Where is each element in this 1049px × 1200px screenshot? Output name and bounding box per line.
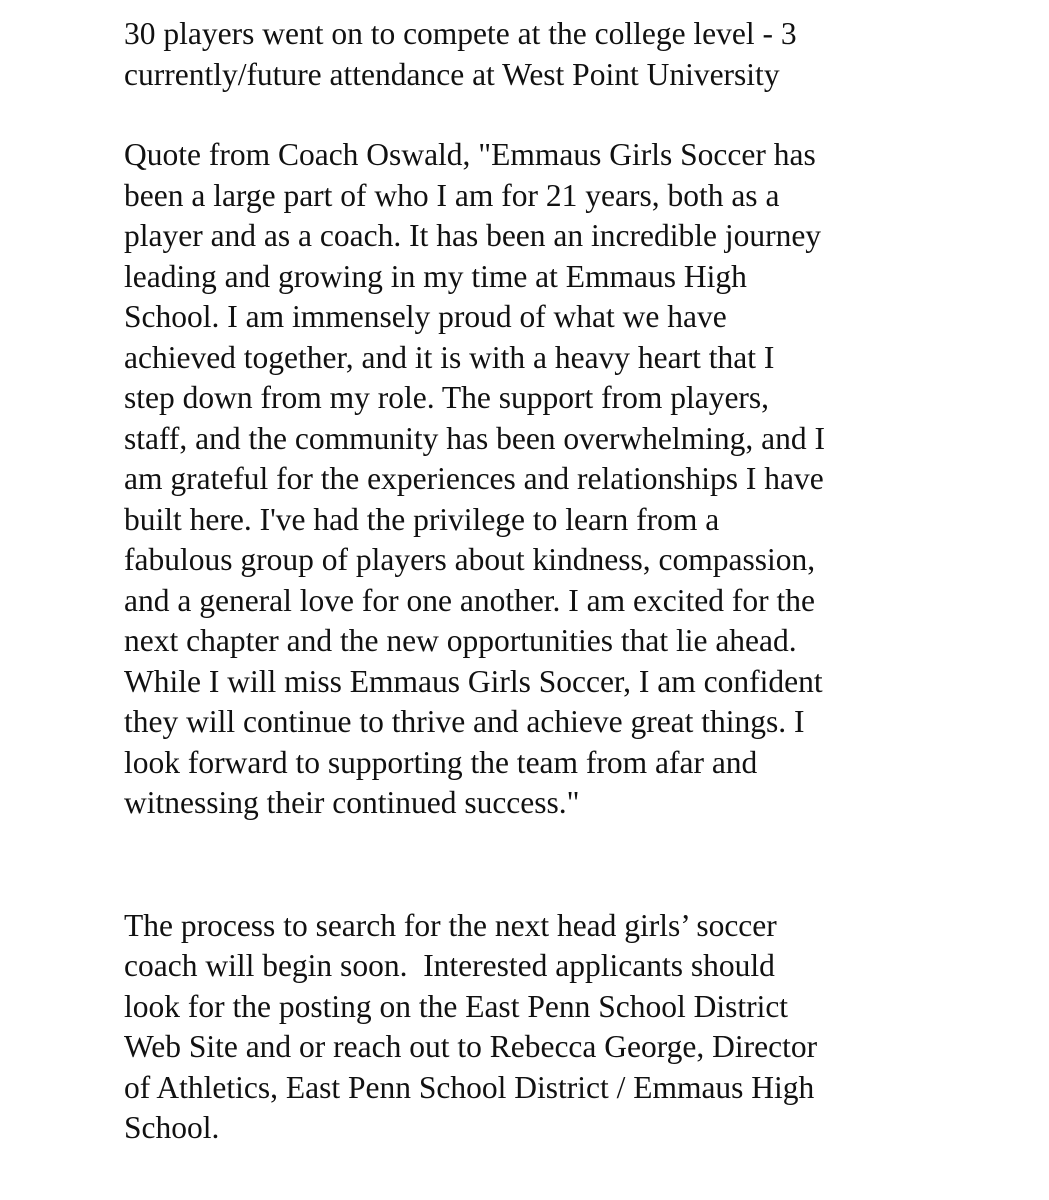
text-line: and a general love for one another. I am excited for the <box>124 582 815 618</box>
paragraph-spacer <box>124 824 1034 906</box>
text-line: While I will miss Emmaus Girls Soccer, I am confident <box>124 663 823 699</box>
paragraph-coach-quote <box>124 135 1034 824</box>
text-line: Quote from Coach Oswald, "Emmaus Girls Soccer has <box>124 137 816 172</box>
paragraph-college-level <box>124 14 1034 95</box>
text-line: player and as a coach. It has been an incredible journey <box>124 218 822 253</box>
text-line: leading and growing in my time at Emmaus High <box>124 258 747 294</box>
paragraph-spacer <box>124 95 1034 135</box>
text-line: they will continue to thrive and achieve great things. I <box>124 704 805 739</box>
paragraph-search-process <box>124 906 1034 1149</box>
text-line: 30 players went on to compete at the college level - 3 <box>124 16 797 51</box>
text-line: fabulous group of players about kindness, compassion, <box>124 542 816 577</box>
text-line: coach will begin soon. Interested applicants should <box>124 948 775 983</box>
text-line: am grateful for the experiences and relationships I have <box>124 461 824 496</box>
text-line: witnessing their continued success." <box>124 785 580 820</box>
text-line: built here. I've had the privilege to learn from a <box>124 501 720 537</box>
text-line: Web Site and or reach out to Rebecca George, Director <box>124 1029 818 1064</box>
text-line: look forward to supporting the team from afar and <box>124 744 758 780</box>
text-line: step down from my role. The support from players, <box>124 380 770 415</box>
text-line: currently/future attendance at West Point University <box>124 56 780 92</box>
text-line: been a large part of who I am for 21 years, both as a <box>124 177 780 213</box>
text-line: School. I am immensely proud of what we have <box>124 299 727 334</box>
text-line: achieved together, and it is with a heavy heart that I <box>124 339 775 375</box>
text-line: of Athletics, East Penn School District / Emmaus High <box>124 1069 815 1105</box>
text-line: The process to search for the next head girls’ soccer <box>124 907 777 943</box>
text-line: look for the posting on the East Penn School District <box>124 988 789 1024</box>
text-line: School. <box>124 1110 220 1145</box>
document-body <box>124 14 1034 1149</box>
text-line: next chapter and the new opportunities that lie ahead. <box>124 623 797 658</box>
text-line: staff, and the community has been overwhelming, and I <box>124 420 825 456</box>
